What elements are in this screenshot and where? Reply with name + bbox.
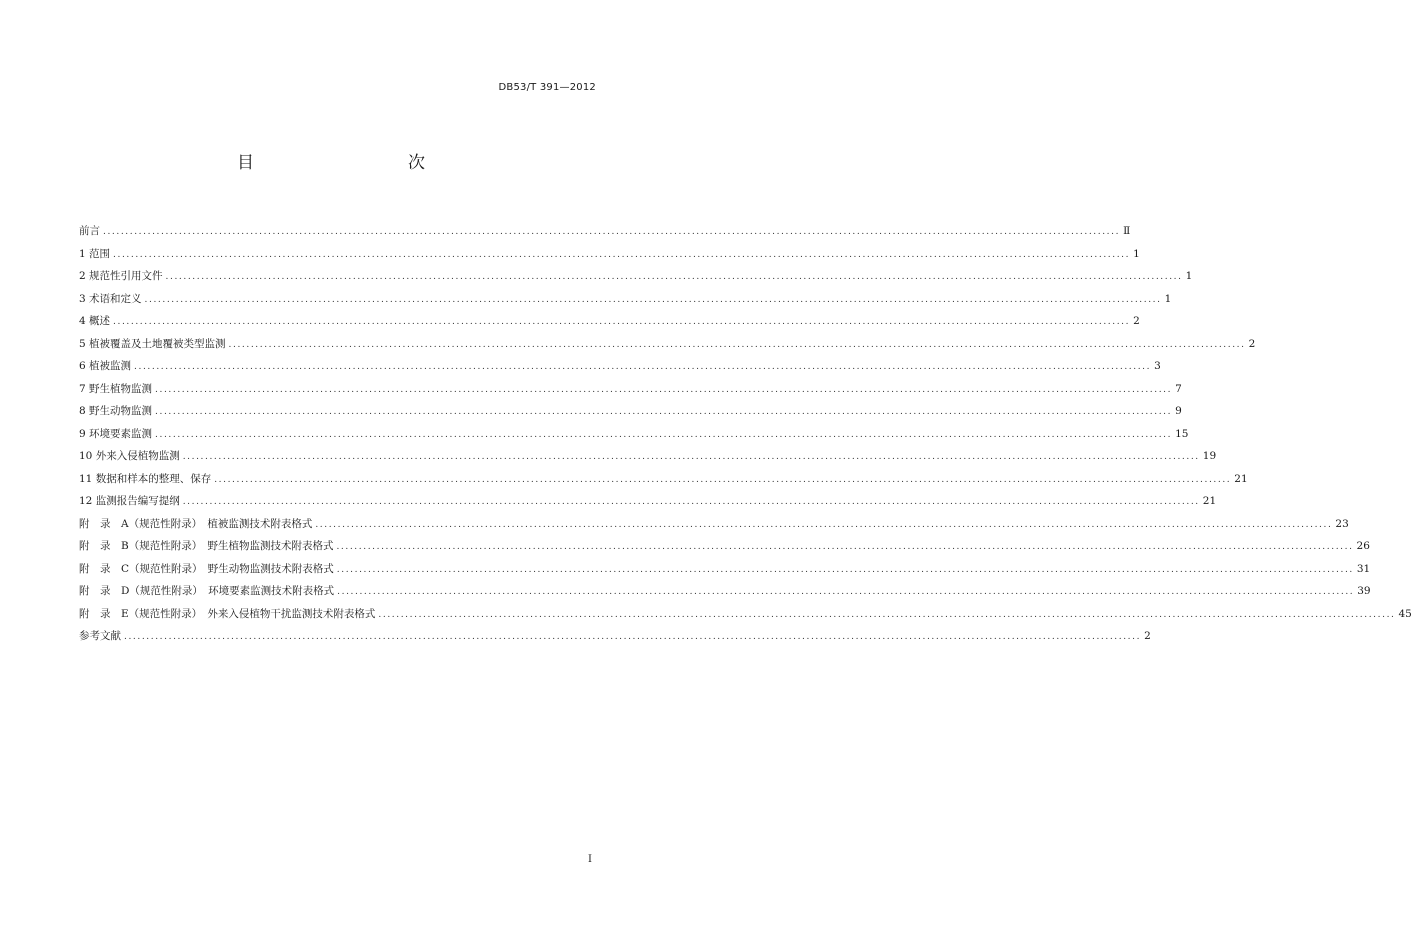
- toc-entry[interactable]: [79, 268, 1193, 291]
- toc-entry[interactable]: [79, 471, 1248, 494]
- toc-title: 目 次: [237, 153, 465, 173]
- toc-entry[interactable]: [79, 448, 1217, 471]
- toc-entry-label: 11 数据和样本的整理、保存: [79, 472, 212, 485]
- toc-entry-label: 附 录 D（规范性附录） 环境要素监测技术附表格式: [79, 585, 335, 597]
- toc-leader-dots: ....................................................................................................................................................................................................................................: [336, 542, 1354, 552]
- toc-leader-dots: ....................................................................................................................................................................................................................................: [228, 339, 1246, 350]
- toc-entry-label: 8 野生动物监测: [79, 405, 153, 417]
- toc-leader-dots: ....................................................................................................................................................................................................................................: [155, 384, 1173, 395]
- toc-entry-page: Ⅱ: [1123, 225, 1131, 237]
- toc-entry-label: 7 野生植物监测: [79, 382, 153, 395]
- toc-entry-page: 2: [1144, 630, 1151, 642]
- toc-entry-page: 2: [1248, 337, 1256, 350]
- toc-entry-page: 19: [1202, 450, 1217, 462]
- toc-entry[interactable]: [79, 538, 1370, 561]
- toc-entry-page: 21: [1234, 472, 1248, 485]
- toc-leader-dots: ....................................................................................................................................................................................................................................: [378, 609, 1396, 620]
- toc-entry[interactable]: [79, 223, 1131, 246]
- table-of-contents: [79, 223, 1412, 651]
- toc-leader-dots: ....................................................................................................................................................................................................................................: [182, 497, 1200, 507]
- toc-entry-page: 1: [1133, 247, 1140, 260]
- toc-entry-page: 31: [1356, 562, 1371, 575]
- toc-entry-label: 1 范围: [79, 247, 111, 260]
- toc-leader-dots: ....................................................................................................................................................................................................................................: [155, 407, 1173, 417]
- toc-entry-page: 21: [1202, 495, 1217, 507]
- toc-entry-label: 前言: [79, 225, 100, 237]
- toc-leader-dots: ....................................................................................................................................................................................................................................: [103, 227, 1121, 237]
- toc-leader-dots: ....................................................................................................................................................................................................................................: [134, 362, 1152, 372]
- toc-entry-label: 附 录 C（规范性附录） 野生动物监测技术附表格式: [79, 562, 334, 575]
- toc-entry[interactable]: [79, 516, 1349, 539]
- toc-entry[interactable]: [79, 628, 1151, 651]
- toc-leader-dots: ....................................................................................................................................................................................................................................: [144, 294, 1162, 305]
- toc-leader-dots: ....................................................................................................................................................................................................................................: [113, 317, 1131, 327]
- toc-entry-page: 9: [1175, 405, 1182, 417]
- toc-entry[interactable]: [79, 403, 1182, 426]
- toc-entry-page: 1: [1164, 292, 1172, 305]
- toc-leader-dots: ....................................................................................................................................................................................................................................: [214, 474, 1232, 485]
- toc-leader-dots: ....................................................................................................................................................................................................................................: [315, 519, 1333, 530]
- toc-entry-label: 参考文献: [79, 630, 121, 642]
- toc-entry[interactable]: [79, 561, 1371, 584]
- toc-entry[interactable]: [79, 313, 1140, 336]
- toc-entry-label: 10 外来入侵植物监测: [79, 450, 180, 462]
- toc-entry[interactable]: [79, 493, 1217, 516]
- toc-entry-page: 3: [1154, 360, 1161, 372]
- toc-entry[interactable]: [79, 291, 1172, 314]
- page-number: I: [588, 854, 592, 865]
- toc-entry-label: 12 监测报告编写提纲: [79, 495, 180, 507]
- toc-leader-dots: ....................................................................................................................................................................................................................................: [113, 249, 1131, 260]
- toc-leader-dots: ....................................................................................................................................................................................................................................: [155, 429, 1173, 440]
- toc-entry-page: 23: [1335, 517, 1349, 530]
- toc-entry[interactable]: [79, 246, 1140, 269]
- toc-entry-label: 3 术语和定义: [79, 292, 142, 305]
- toc-leader-dots: ....................................................................................................................................................................................................................................: [337, 587, 1355, 597]
- toc-entry-label: 附 录 E（规范性附录） 外来入侵植物干扰监测技术附表格式: [79, 607, 376, 620]
- toc-entry-page: 26: [1356, 540, 1370, 552]
- toc-leader-dots: ....................................................................................................................................................................................................................................: [165, 272, 1183, 282]
- toc-entry[interactable]: [79, 583, 1371, 606]
- toc-leader-dots: ....................................................................................................................................................................................................................................: [182, 452, 1200, 462]
- toc-entry-page: 7: [1175, 382, 1182, 395]
- toc-entry-label: 附 录 B（规范性附录） 野生植物监测技术附表格式: [79, 540, 334, 552]
- toc-entry-page: 15: [1175, 427, 1189, 440]
- toc-entry-page: 1: [1185, 270, 1193, 282]
- toc-entry[interactable]: [79, 381, 1182, 404]
- toc-entry[interactable]: [79, 358, 1161, 381]
- document-code: DB53/T 391—2012: [498, 82, 596, 93]
- toc-entry-label: 2 规范性引用文件: [79, 270, 163, 282]
- toc-entry[interactable]: [79, 336, 1256, 359]
- toc-entry-label: 4 概述: [79, 315, 111, 327]
- toc-entry-page: 2: [1133, 315, 1140, 327]
- toc-leader-dots: ....................................................................................................................................................................................................................................: [336, 564, 1354, 575]
- toc-entry-label: 5 植被覆盖及土地覆被类型监测: [79, 337, 226, 350]
- toc-entry-label: 附 录 A（规范性附录） 植被监测技术附表格式: [79, 517, 313, 530]
- toc-entry-label: 9 环境要素监测: [79, 427, 153, 440]
- toc-entry-label: 6 植被监测: [79, 360, 132, 372]
- toc-entry[interactable]: [79, 426, 1189, 449]
- toc-leader-dots: ....................................................................................................................................................................................................................................: [124, 632, 1142, 642]
- toc-entry[interactable]: [79, 606, 1412, 629]
- toc-entry-page: 45: [1398, 607, 1412, 620]
- toc-entry-page: 39: [1357, 585, 1371, 597]
